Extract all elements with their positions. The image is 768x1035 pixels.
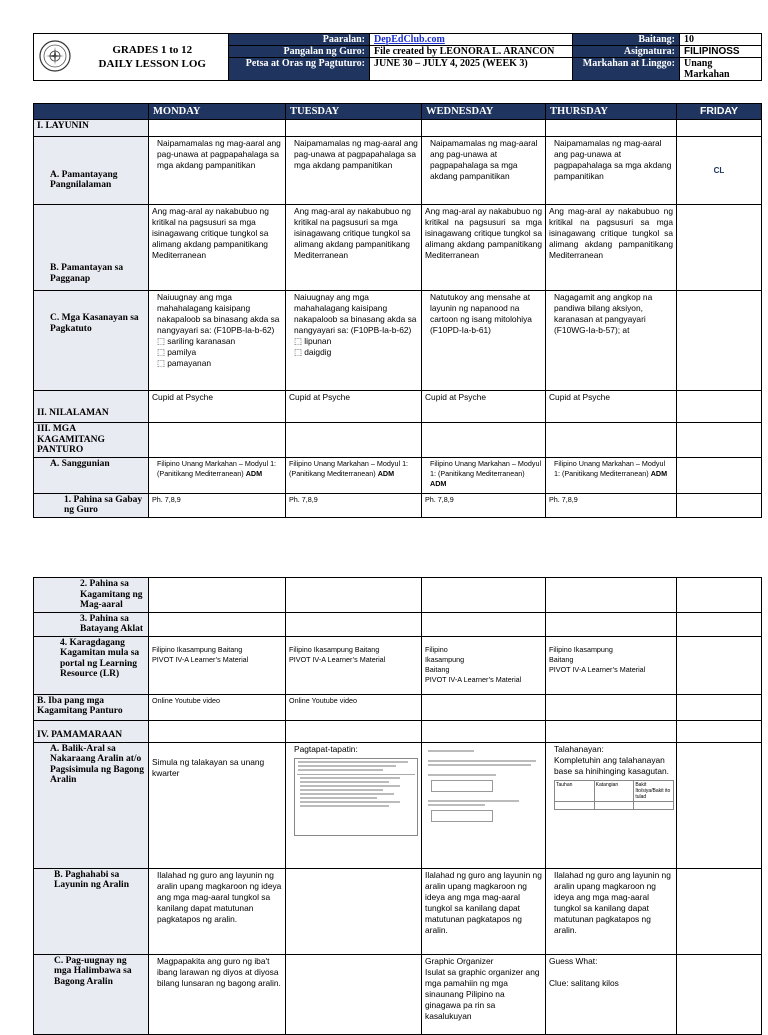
lesson-table-page1 [33, 103, 762, 518]
sanggunian-thursday: Filipino Unang Markahan – Modyul 1: (Panitikang Mediterranean) ADM [546, 457, 677, 493]
nilalaman-monday: Cupid at Psyche [149, 391, 286, 423]
pamantayan-wednesday: Ang mag-aral ay nakabubuo ng kritikal na pagsusuri sa mga isinagawang critique tungkol sa alimang akdang pampanitikang Mediterranean [422, 205, 546, 291]
balik-aral-wednesday [422, 742, 546, 868]
th-col-katangian: Katangian [594, 780, 634, 801]
nilalaman-tuesday: Cupid at Psyche [286, 391, 422, 423]
paghahabi-thursday: Ilalahad ng guro ang layunin ng aralin upang magkaroon ng ideya ang mga mag-aaral tungkol sa kanilang dapat matutunan pagkatapos ng aralin. [546, 868, 677, 954]
log-title-line2: DAILY LESSON LOG [98, 58, 206, 70]
layunin-label: I. LAYUNIN [34, 120, 149, 137]
sanggunian-monday: Filipino Unang Markahan – Modyul 1: (Panitikang Mediterranean) ADM [149, 457, 286, 493]
pahina-batayang-label: 3. Pahina sa Batayang Aklat [34, 612, 149, 636]
paghahabi-monday: Ilalahad ng guro ang layunin ng aralin upang magkaroon ng ideya ang mga mag-aaral tungkol sa kanilang dapat matutunan pagkatapos ng aralin. [149, 868, 286, 954]
pahina-gabay-thursday: Ph. 7,8,9 [546, 493, 677, 517]
balik-aral-tuesday [286, 742, 422, 868]
karagdagang-wednesday: Filipino Ikasampung Baitang PIVOT IV-A Learner’s Material [422, 636, 546, 694]
pamantayang-thursday: Naipamamalas ng mag-aaral ang pag-unawa at pagpapahalaga sa mga akdang pampanitikan [546, 137, 677, 205]
pahina-gabay-monday: Ph. 7,8,9 [149, 493, 286, 517]
paguugnay-monday: Magpapakita ang guro ng iba't ibang larawan ng diyos at diyosa bilang lunsaran ng bagong aralin. [149, 954, 286, 1034]
pahina-gabay-wednesday: Ph. 7,8,9 [422, 493, 546, 517]
pahina-gabay-tuesday: Ph. 7,8,9 [286, 493, 422, 517]
karagdagang-label: 4. Karagdagang Kagamitan mula sa portal ng Learning Resource (LR) [34, 636, 149, 694]
asignatura-label: Asignatura: [573, 46, 680, 58]
worksheet-image-thumbnail [425, 750, 539, 858]
nilalaman-wednesday: Cupid at Psyche [422, 391, 546, 423]
kasanayan-wednesday: Natutukoy ang mensahe at layunin ng napanood na cartoon ng isang mitolohiya (F10PD-Ia-b-61) [422, 291, 546, 391]
pamantayan-thursday: Ang mag-aral ay nakabubuo ng kritikal na pagsusuri sa mga isinagawang critique tungkol sa alimang akdang pampanitikang Mediterranean [546, 205, 677, 291]
kasanayan-thursday: Nagagamit ang angkop na pandiwa bilang aksiyon, karanasan at pangyayari (F10WG-Ia-b-57); at [546, 291, 677, 391]
day-thursday: THURSDAY [546, 104, 677, 120]
markahan-label: Markahan at Linggo: [573, 58, 680, 81]
pamantayan-tuesday: Ang mag-aral ay nakabubuo ng kritikal na pagsusuri sa mga isinagawang critique tungkol sa alimang akdang pampanitikang Mediterranean [286, 205, 422, 291]
th-col-tauhan: Tauhan [555, 780, 595, 801]
talahanayan-table-thumbnail [554, 780, 674, 810]
balik-aral-thursday [546, 742, 677, 868]
paaralan-label: Paaralan: [229, 34, 370, 46]
markahan-value: Unang Markahan [680, 58, 762, 81]
guro-value: File created by LEONORA L. ARANCON [370, 46, 573, 58]
th-col-bakit: Bakit Ito/siya/Bakit ito tulad [634, 780, 674, 801]
iba-pang-tuesday: Online Youtube video [286, 694, 422, 720]
log-title-line1: GRADES 1 to 12 [112, 44, 193, 56]
kasanayan-label: C. Mga Kasanayan sa Pagkatuto [34, 291, 149, 391]
seal-icon [39, 40, 71, 72]
paghahabi-label: B. Paghahabi sa Layunin ng Aralin [34, 868, 149, 954]
nilalaman-label: II. NILALAMAN [34, 391, 149, 423]
paghahabi-tuesday [286, 868, 422, 954]
karagdagang-monday: Filipino Ikasampung Baitang PIVOT IV-A Learner’s Material [149, 636, 286, 694]
paghahabi-wednesday: Ilalahad ng guro ang layunin ng aralin upang magkaroon ng ideya ang mga mag-aaral tungkol sa kanilang dapat matutunan pagkatapos ng aralin. [422, 868, 546, 954]
paguugnay-thursday: Guess What: Clue: salitang kilos [546, 954, 677, 1034]
day-tuesday: TUESDAY [286, 104, 422, 120]
balik-aral-label: A. Balik-Aral sa Nakaraang Aralin at/o Pagsisimula ng Bagong Aralin [34, 742, 149, 868]
baitang-label: Baitang: [573, 34, 680, 46]
lesson-table-page2 [33, 577, 762, 1035]
nilalaman-thursday: Cupid at Psyche [546, 391, 677, 423]
header-table [33, 33, 762, 81]
pamantayang-wednesday: Naipamamalas ng mag-aaral ang pag-unawa at pagpapahalaga sa mga akdang pampanitikan [422, 137, 546, 205]
matching-worksheet-thumbnail [294, 758, 418, 836]
sanggunian-wednesday: Filipino Unang Markahan – Modyul 1: (Panitikang Mediterranean) ADM [422, 457, 546, 493]
pamantayang-label: A. Pamantayang Pangnilalaman [34, 137, 149, 205]
paguugnay-tuesday [286, 954, 422, 1034]
karagdagang-tuesday: Filipino Ikasampung Baitang PIVOT IV-A Learner’s Material [286, 636, 422, 694]
pahina-gabay-label: 1. Pahina sa Gabay ng Guro [34, 493, 149, 517]
baitang-value: 10 [680, 34, 762, 46]
deped-seal [34, 34, 77, 81]
asignatura-value: FILIPINOSS [680, 46, 762, 58]
log-title [77, 34, 229, 81]
balik-aral-monday: Simula ng talakayan sa unang kwarter [149, 742, 286, 868]
petsa-value: JUNE 30 – JULY 4, 2025 (WEEK 3) [370, 58, 573, 81]
iba-pang-label: B. Iba pang mga Kagamitang Panturo [34, 694, 149, 720]
day-friday: FRIDAY [677, 104, 762, 120]
iba-pang-monday: Online Youtube video [149, 694, 286, 720]
pamantayang-monday: Naipamamalas ng mag-aaral ang pag-unawa at pagpapahalaga sa mga akdang pampanitikan [149, 137, 286, 205]
pamamaraan-label: IV. PAMAMARAAN [34, 720, 149, 742]
corner-cell [34, 104, 149, 120]
karagdagang-thursday: Filipino Ikasampung Baitang PIVOT IV-A Learner’s Material [546, 636, 677, 694]
paguugnay-wednesday: Graphic Organizer Isulat sa graphic organizer ang mga pamahiin ng mga sinaunang Pilipino na ginagawa pa rin sa kasalukuyan [422, 954, 546, 1034]
pamantayang-tuesday: Naipamamalas ng mag-aaral ang pag-unawa at pagpapahalaga sa mga akdang pampanitikan [286, 137, 422, 205]
kasanayan-monday: Naiuugnay ang mga mahahalagang kaisipang nakapaloob sa binasang akda sa nangyayari sa: (F10PB-Ia-b-62) ⬚ sariling karanasan ⬚ pamilya ⬚ pamayanan [149, 291, 286, 391]
day-wednesday: WEDNESDAY [422, 104, 546, 120]
sanggunian-tuesday: Filipino Unang Markahan – Modyul 1: (Panitikang Mediterranean) ADM [286, 457, 422, 493]
petsa-label: Petsa at Oras ng Pagtuturo: [229, 58, 370, 81]
kagamitan-label: III. MGA KAGAMITANG PANTURO [34, 423, 149, 458]
school-link[interactable]: DepEdClub.com [374, 34, 445, 45]
sanggunian-label: A. Sanggunian [34, 457, 149, 493]
paguugnay-label: C. Pag-uugnay ng mga Halimbawa sa Bagong Aralin [34, 954, 149, 1034]
kasanayan-tuesday: Naiuugnay ang mga mahahalagang kaisipang nakapaloob sa binasang akda sa nangyayari sa: (F10PB-Ia-b-62) ⬚ lipunan ⬚ daigdig [286, 291, 422, 391]
day-monday: MONDAY [149, 104, 286, 120]
pagtapat-title: Pagtapat-tapatin: [294, 743, 358, 754]
pamantayan-label: B. Pamantayan sa Pagganap [34, 205, 149, 291]
pamantayan-monday: Ang mag-aral ay nakabubuo ng kritikal na pagsusuri sa mga isinagawang critique tungkol sa alimang akdang pampanitikang Mediterranean [149, 205, 286, 291]
friday-cl: CL [677, 137, 762, 205]
talahanayan-text: Talahanayan: Kompletuhin ang talahanayan base sa hinihinging kasagutan. [554, 743, 670, 776]
pahina-kagamitan-label: 2. Pahina sa Kagamitang ng Mag-aaral [34, 578, 149, 613]
guro-label: Pangalan ng Guro: [229, 46, 370, 58]
